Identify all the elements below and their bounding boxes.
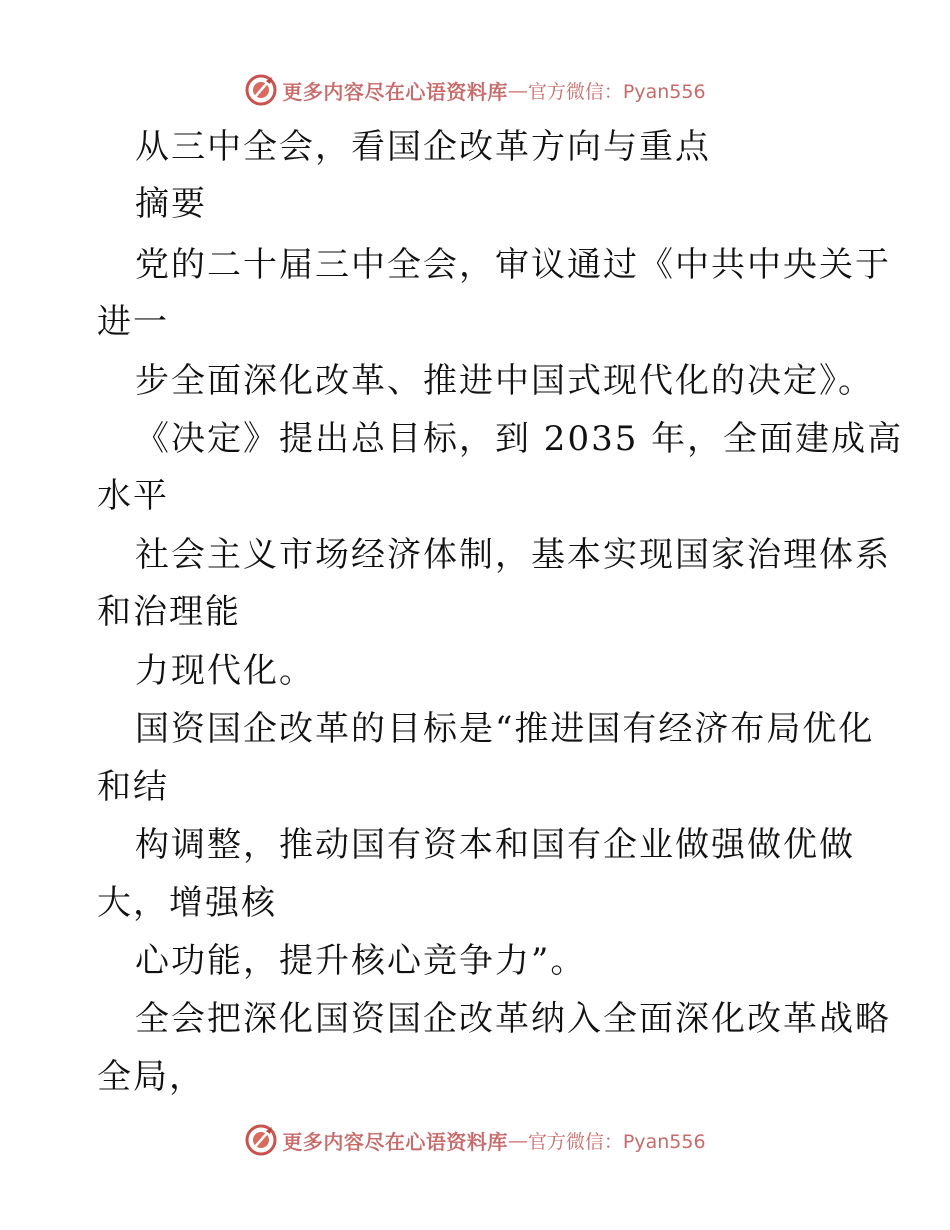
header-separator: —: [507, 78, 528, 102]
paragraph-line: 党的二十届三中全会，审议通过《中共中央关于: [135, 245, 891, 285]
paragraph-line: 社会主义市场经济体制，基本实现国家治理体系: [135, 535, 891, 575]
paragraph-line: 步全面深化改革、推进中国式现代化的决定》。: [135, 361, 874, 401]
document-title: 从三中全会，看国企改革方向与重点: [135, 127, 711, 167]
header-contact-text: 官方微信：Pyan556: [527, 80, 706, 103]
header-banner: [0, 70, 950, 110]
paragraph-line: 全会把深化国资国企改革纳入全面深化改革战略: [135, 999, 891, 1039]
paragraph-line: 《决定》提出总目标，到 2035 年，全面建成高: [135, 419, 904, 459]
paragraph-line: 全局，: [97, 1057, 205, 1097]
paragraph-line: 和结: [97, 767, 169, 807]
footer-separator: —: [507, 1128, 528, 1152]
footer-brand-text: 更多内容尽在心语资料库: [282, 1129, 508, 1154]
paragraph-line: 大，增强核: [97, 883, 277, 923]
header-brand-text: 更多内容尽在心语资料库: [282, 79, 508, 104]
paragraph-line: 水平: [97, 476, 169, 516]
paragraph-line: 国资国企改革的目标是“推进国有经济布局优化: [135, 709, 875, 749]
paragraph-line: 进一: [97, 302, 169, 342]
paragraph-line: 构调整，推动国有资本和国有企业做强做优做: [135, 825, 855, 865]
paragraph-line: 力现代化。: [135, 651, 315, 691]
paragraph-line: 和治理能: [97, 592, 241, 632]
footer-contact-text: 官方微信：Pyan556: [527, 1130, 706, 1153]
paragraph-line: 心功能，提升核心竞争力”。: [135, 941, 587, 981]
footer-banner: [0, 1120, 950, 1160]
brand-logo-icon: [244, 1123, 278, 1157]
brand-logo-icon: [244, 73, 278, 107]
section-heading-abstract: 摘要: [135, 184, 207, 224]
